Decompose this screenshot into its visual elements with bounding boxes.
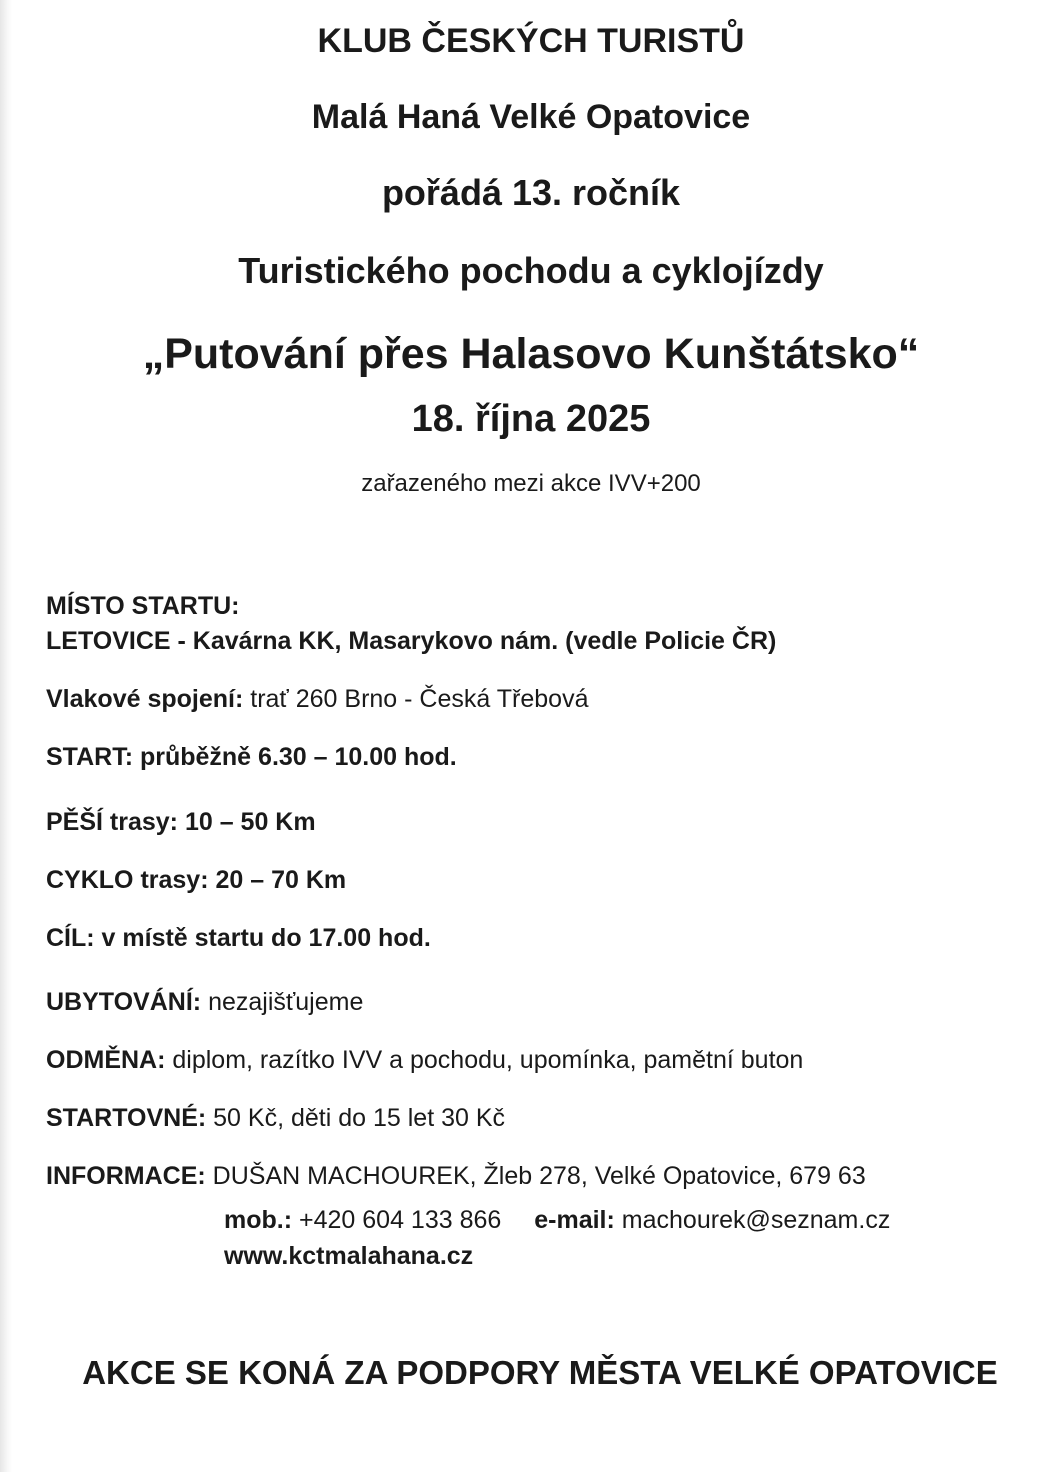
contact-info (46, 1162, 866, 1191)
train-value: trať 260 Brno - Česká Třebová (250, 685, 589, 713)
contact-line (224, 1206, 890, 1235)
event-type: Turistického pochodu a cyklojízdy (238, 250, 824, 291)
info-value: DUŠAN MACHOUREK, Žleb 278, Velké Opatovice, 679 63 (212, 1162, 866, 1190)
website-link[interactable]: www.kctmalahana.cz (224, 1242, 474, 1270)
fee-info (46, 1104, 505, 1133)
finish-info: CÍL: v místě startu do 17.00 hod. (46, 924, 431, 952)
organization-title: KLUB ČESKÝCH TURISTŮ (317, 22, 745, 60)
event-name: „Putování přes Halasovo Kunštátsko“ (142, 330, 920, 378)
edition-line: pořádá 13. ročník (381, 172, 681, 213)
reward-value: diplom, razítko IVV a pochodu, upomínka, pamětní buton (172, 1046, 804, 1074)
train-label: Vlakové spojení: (46, 685, 244, 713)
mobile-value: +420 604 133 866 (299, 1206, 502, 1234)
event-date: 18. října 2025 (411, 398, 651, 440)
lodging-value: nezajišťujeme (208, 988, 364, 1016)
fee-label: STARTOVNÉ: (46, 1104, 207, 1132)
club-name: Malá Haná Velké Opatovice (311, 98, 751, 136)
reward-info (46, 1046, 803, 1075)
page-edge-shadow (0, 0, 12, 1472)
cyclo-routes: CYKLO trasy: 20 – 70 Km (46, 866, 347, 894)
start-place-label: MÍSTO STARTU: (46, 592, 240, 620)
mobile-label: mob.: (224, 1206, 293, 1234)
email-label: e-mail: (534, 1206, 615, 1234)
fee-value: 50 Kč, děti do 15 let 30 Kč (213, 1104, 506, 1132)
start-place-value: LETOVICE - Kavárna KK, Masarykovo nám. (vedle Policie ČR) (46, 627, 777, 655)
info-label: INFORMACE: (46, 1162, 206, 1190)
train-connection (46, 685, 589, 714)
walk-routes: PĚŠÍ trasy: 10 – 50 Km (46, 808, 316, 836)
start-time: START: průběžně 6.30 – 10.00 hod. (46, 743, 457, 771)
email-value[interactable]: machourek@seznam.cz (621, 1206, 891, 1234)
reward-label: ODMĚNA: (46, 1046, 166, 1074)
ivv-note: zařazeného mezi akce IVV+200 (361, 470, 701, 497)
support-note: AKCE SE KONÁ ZA PODPORY MĚSTA VELKÉ OPATOVICE (82, 1354, 998, 1391)
lodging-label: UBYTOVÁNÍ: (46, 988, 202, 1016)
lodging-info (46, 988, 363, 1017)
